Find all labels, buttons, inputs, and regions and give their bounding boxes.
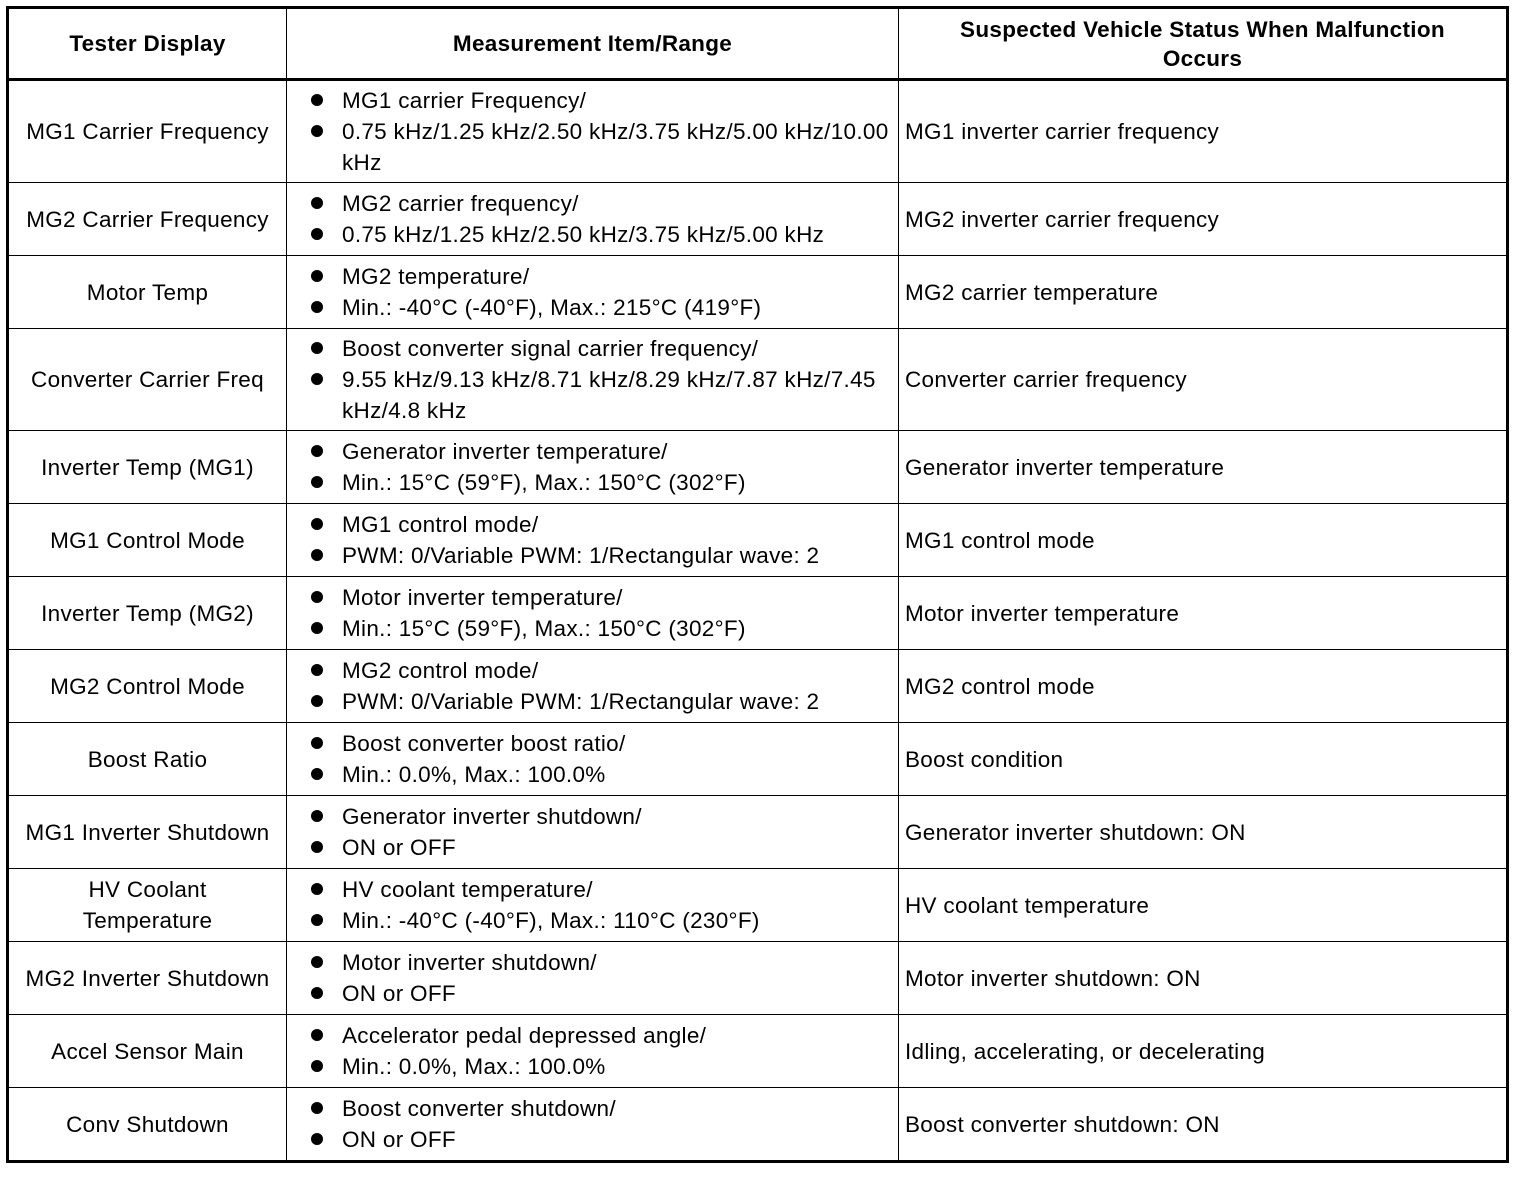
tester-display-cell: Inverter Temp (MG2) <box>8 577 287 650</box>
status-cell: MG2 carrier temperature <box>899 256 1508 329</box>
measurement-item: MG2 carrier frequency/ <box>309 188 892 219</box>
status-cell: Converter carrier frequency <box>899 329 1508 431</box>
header-row <box>8 8 1508 80</box>
status-cell: Boost converter shutdown: ON <box>899 1088 1508 1162</box>
measurement-range: Min.: 0.0%, Max.: 100.0% <box>309 1051 892 1082</box>
measurement-item: Generator inverter temperature/ <box>309 436 892 467</box>
table-row <box>8 796 1508 869</box>
table-row <box>8 1088 1508 1162</box>
measurement-range: PWM: 0/Variable PWM: 1/Rectangular wave: 2 <box>309 540 892 571</box>
status-cell: Motor inverter temperature <box>899 577 1508 650</box>
measurement-item: Boost converter boost ratio/ <box>309 728 892 759</box>
table-row <box>8 869 1508 942</box>
measurement-cell <box>287 577 899 650</box>
header-suspected-vehicle-status: Suspected Vehicle Status When Malfunction Occurs <box>899 8 1508 80</box>
measurement-item: MG1 carrier Frequency/ <box>309 85 892 116</box>
measurement-cell <box>287 650 899 723</box>
tester-display-cell: MG1 Inverter Shutdown <box>8 796 287 869</box>
measurement-cell <box>287 256 899 329</box>
header-tester-display: Tester Display <box>8 8 287 80</box>
tester-display-cell: Motor Temp <box>8 256 287 329</box>
measurement-item: Generator inverter shutdown/ <box>309 801 892 832</box>
measurement-range: 9.55 kHz/9.13 kHz/8.71 kHz/8.29 kHz/7.87 kHz/7.45 kHz/4.8 kHz <box>309 364 892 426</box>
measurement-item: HV coolant temperature/ <box>309 874 892 905</box>
measurement-range: Min.: -40°C (-40°F), Max.: 215°C (419°F) <box>309 292 892 323</box>
tester-display-cell: MG2 Control Mode <box>8 650 287 723</box>
tester-display-cell: MG1 Carrier Frequency <box>8 80 287 183</box>
measurement-range: ON or OFF <box>309 832 892 863</box>
table-row <box>8 431 1508 504</box>
measurement-item: Boost converter signal carrier frequency/ <box>309 333 892 364</box>
status-cell: MG2 inverter carrier frequency <box>899 183 1508 256</box>
measurement-item: Motor inverter temperature/ <box>309 582 892 613</box>
tester-display-cell: Conv Shutdown <box>8 1088 287 1162</box>
measurement-cell <box>287 869 899 942</box>
measurement-item: Boost converter shutdown/ <box>309 1093 892 1124</box>
measurement-cell <box>287 1015 899 1088</box>
tester-display-cell: Accel Sensor Main <box>8 1015 287 1088</box>
tester-display-cell: HV Coolant Temperature <box>8 869 287 942</box>
data-table <box>6 6 1509 1163</box>
status-cell: Boost condition <box>899 723 1508 796</box>
tester-display-cell: Boost Ratio <box>8 723 287 796</box>
tester-display-cell: Inverter Temp (MG1) <box>8 431 287 504</box>
status-cell: Motor inverter shutdown: ON <box>899 942 1508 1015</box>
status-cell: MG1 control mode <box>899 504 1508 577</box>
measurement-range: 0.75 kHz/1.25 kHz/2.50 kHz/3.75 kHz/5.00 kHz/10.00 kHz <box>309 116 892 178</box>
measurement-range: PWM: 0/Variable PWM: 1/Rectangular wave: 2 <box>309 686 892 717</box>
measurement-item: MG1 control mode/ <box>309 509 892 540</box>
table-row <box>8 1015 1508 1088</box>
measurement-range: Min.: 15°C (59°F), Max.: 150°C (302°F) <box>309 613 892 644</box>
measurement-range: Min.: -40°C (-40°F), Max.: 110°C (230°F) <box>309 905 892 936</box>
measurement-cell <box>287 80 899 183</box>
measurement-range: Min.: 0.0%, Max.: 100.0% <box>309 759 892 790</box>
measurement-item: MG2 control mode/ <box>309 655 892 686</box>
tester-display-cell: MG2 Inverter Shutdown <box>8 942 287 1015</box>
table-row <box>8 80 1508 183</box>
table-row <box>8 183 1508 256</box>
header-measurement-item-range: Measurement Item/Range <box>287 8 899 80</box>
measurement-range: ON or OFF <box>309 978 892 1009</box>
status-cell: MG2 control mode <box>899 650 1508 723</box>
measurement-cell <box>287 504 899 577</box>
measurement-item: Motor inverter shutdown/ <box>309 947 892 978</box>
table-row <box>8 256 1508 329</box>
tester-display-cell: Converter Carrier Freq <box>8 329 287 431</box>
status-cell: MG1 inverter carrier frequency <box>899 80 1508 183</box>
measurement-cell <box>287 796 899 869</box>
measurement-range: Min.: 15°C (59°F), Max.: 150°C (302°F) <box>309 467 892 498</box>
measurement-item: Accelerator pedal depressed angle/ <box>309 1020 892 1051</box>
measurement-cell <box>287 329 899 431</box>
measurement-item: MG2 temperature/ <box>309 261 892 292</box>
table-row <box>8 329 1508 431</box>
table-row <box>8 650 1508 723</box>
measurement-cell <box>287 431 899 504</box>
table-row <box>8 504 1508 577</box>
measurement-cell <box>287 942 899 1015</box>
status-cell: HV coolant temperature <box>899 869 1508 942</box>
tester-display-cell: MG1 Control Mode <box>8 504 287 577</box>
tester-display-cell: MG2 Carrier Frequency <box>8 183 287 256</box>
status-cell: Generator inverter temperature <box>899 431 1508 504</box>
measurement-cell <box>287 183 899 256</box>
status-cell: Generator inverter shutdown: ON <box>899 796 1508 869</box>
status-cell: Idling, accelerating, or decelerating <box>899 1015 1508 1088</box>
measurement-cell <box>287 1088 899 1162</box>
table-row <box>8 942 1508 1015</box>
measurement-range: 0.75 kHz/1.25 kHz/2.50 kHz/3.75 kHz/5.00 kHz <box>309 219 892 250</box>
table-row <box>8 577 1508 650</box>
table-row <box>8 723 1508 796</box>
measurement-range: ON or OFF <box>309 1124 892 1155</box>
measurement-cell <box>287 723 899 796</box>
